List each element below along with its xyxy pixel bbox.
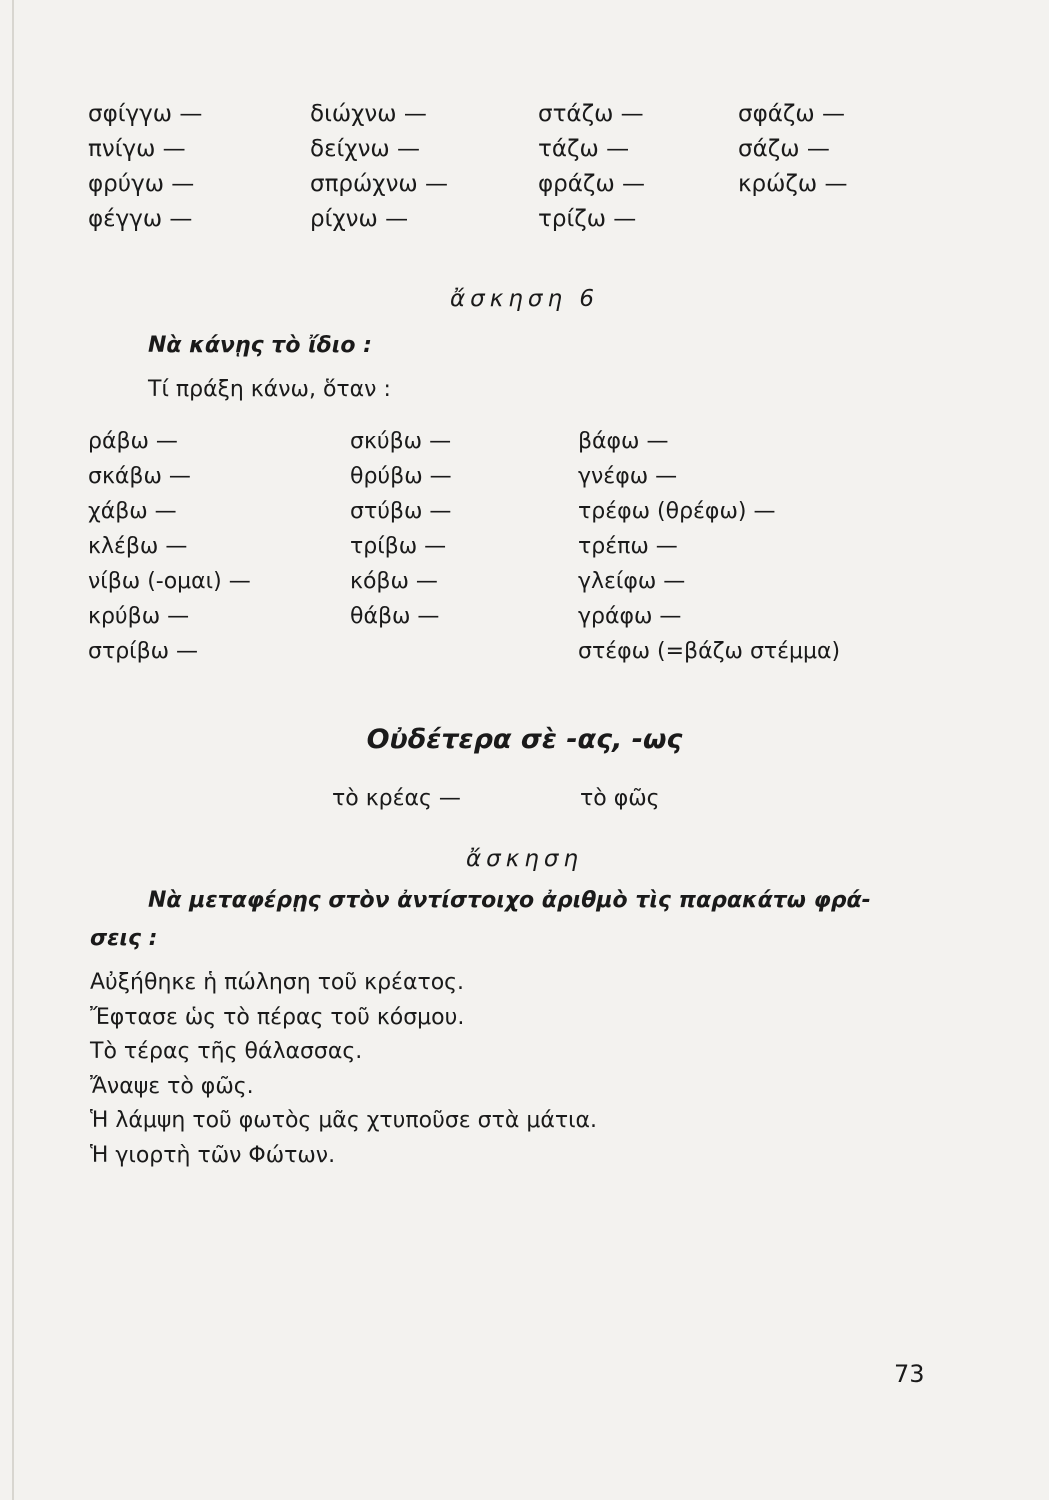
exercise-6-instruction: Νὰ κάνῃς τὸ ἴδιο : (148, 333, 372, 358)
table-cell: στέφω (=βάζω στέμμα) (578, 639, 841, 664)
table-cell: στάζω — (538, 100, 644, 127)
table-cell: βάφω — (578, 429, 669, 454)
list-item: Ἔφτασε ὡς τὸ πέρας τοῦ κόσμου. (90, 1004, 465, 1030)
table-cell: δείχνω — (310, 135, 420, 162)
exercise-heading: ἄσκηση (465, 846, 584, 872)
list-item: Ἡ λάμψη τοῦ φωτὸς μᾶς χτυποῦσε στὰ μάτια. (90, 1108, 598, 1134)
list-item: Ἄναψε τὸ φῶς. (90, 1073, 254, 1099)
section-title: Οὐδέτερα σὲ -ας, -ως (366, 724, 683, 755)
table-cell: ράβω — (88, 429, 178, 454)
table-cell: σάζω — (738, 135, 830, 162)
table-cell: σκύβω — (350, 429, 452, 454)
exercise-6-question: Τί πράξη κάνω, ὅταν : (148, 377, 391, 402)
table-row (88, 96, 888, 131)
table-cell: θάβω — (350, 604, 440, 629)
table-row (88, 131, 888, 166)
table-cell: γράφω — (578, 604, 682, 629)
table-cell: τρέφω (θρέφω) — (578, 499, 776, 524)
table-row (88, 494, 908, 529)
verb-table-top (88, 96, 888, 236)
table-row (88, 529, 908, 564)
table-row (88, 634, 908, 669)
list-item: Τὸ τέρας τῆς θάλασσας. (90, 1039, 363, 1065)
table-cell: ρίχνω — (310, 205, 409, 232)
exercise-6-heading: ἄσκηση 6 (450, 286, 599, 312)
table-cell: σκάβω — (88, 464, 191, 489)
table-row (88, 424, 908, 459)
table-cell: τρίζω — (538, 205, 637, 232)
table-cell: σπρώχνω — (310, 170, 448, 197)
table-cell: θρύβω — (350, 464, 452, 489)
list-item: Ἡ γιορτὴ τῶν Φώτων. (90, 1142, 336, 1168)
table-cell: γνέφω — (578, 464, 678, 489)
table-cell: τάζω — (538, 135, 630, 162)
table-row (88, 201, 888, 236)
table-cell: νίβω (-ομαι) — (88, 569, 251, 594)
example-right: τὸ φῶς (580, 786, 660, 811)
table-cell: στύβω — (350, 499, 452, 524)
sentence-list (90, 966, 597, 1174)
page-number: 73 (894, 1360, 925, 1388)
table-row (88, 564, 908, 599)
exercise-instruction-line2: σεις : (90, 926, 158, 951)
table-cell: κόβω — (350, 569, 438, 594)
list-item: Αὐξήθηκε ἡ πώληση τοῦ κρέατος. (90, 970, 465, 995)
table-cell: στρίβω — (88, 639, 199, 664)
table-cell: κλέβω — (88, 534, 188, 559)
verb-table-exercise-6 (88, 424, 908, 669)
table-cell: κρύβω — (88, 604, 190, 629)
table-cell: διώχνω — (310, 100, 427, 127)
exercise-instruction-line1: Νὰ μεταφέρῃς στὸν ἀντίστοιχο ἀριθμὸ τὶς παρακάτω φρά- (148, 888, 871, 913)
table-cell: φρύγω — (88, 170, 195, 197)
table-cell: σφίγγω — (88, 100, 203, 127)
table-cell: γλείφω — (578, 569, 686, 594)
table-cell: πνίγω — (88, 135, 186, 162)
table-cell: φέγγω — (88, 205, 193, 232)
table-row (88, 166, 888, 201)
example-left: τὸ κρέας — (332, 786, 461, 811)
table-cell: τρίβω — (350, 534, 447, 559)
table-cell: φράζω — (538, 170, 646, 197)
table-cell: χάβω — (88, 499, 177, 524)
table-cell: σφάζω — (738, 100, 845, 127)
table-cell: κρώζω — (738, 170, 848, 197)
table-row (88, 459, 908, 494)
table-cell: τρέπω — (578, 534, 678, 559)
table-row (88, 599, 908, 634)
